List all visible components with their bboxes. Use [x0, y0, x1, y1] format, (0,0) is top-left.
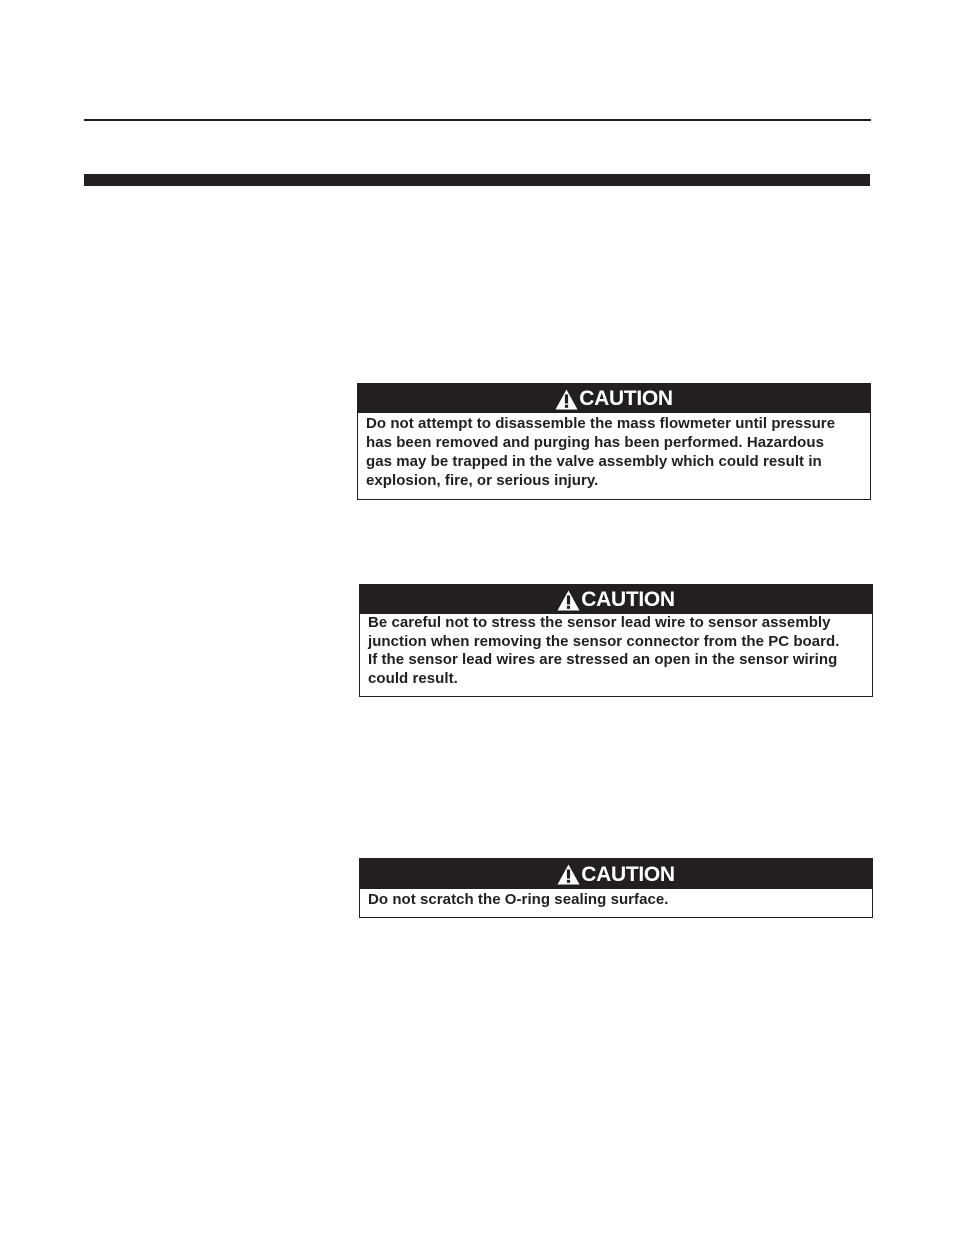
caution-title: CAUTION	[579, 387, 673, 410]
caution-box-sensor-lead	[359, 584, 873, 697]
caution-text	[358, 413, 870, 490]
header-rule	[84, 119, 871, 121]
caution-title: CAUTION	[581, 588, 675, 611]
caution-header	[360, 585, 872, 614]
warning-triangle-icon	[557, 864, 580, 885]
caution-header	[360, 859, 872, 889]
caution-header	[358, 384, 870, 413]
caution-box-o-ring	[359, 858, 873, 918]
warning-triangle-icon	[557, 590, 580, 611]
caution-line: Be careful not to stress the sensor lead wire to sensor assembly	[368, 614, 831, 631]
caution-line: has been removed and purging has been performed. Hazardous	[366, 434, 824, 451]
caution-line: If the sensor lead wires are stressed an open in the sensor wiring	[368, 651, 838, 669]
caution-title: CAUTION	[581, 862, 675, 886]
caution-line: Do not scratch the O-ring sealing surface.	[368, 891, 669, 908]
caution-text	[360, 889, 872, 909]
caution-line: junction when removing the sensor connector from the PC board.	[368, 632, 840, 650]
caution-line: explosion, fire, or serious injury.	[366, 472, 599, 489]
caution-line: could result.	[368, 670, 458, 688]
caution-line: Do not attempt to disassemble the mass flowmeter until pressure	[366, 415, 836, 432]
warning-triangle-icon	[555, 389, 578, 410]
caution-box-disassembly	[357, 383, 871, 500]
caution-line: gas may be trapped in the valve assembly which could result in	[366, 453, 822, 470]
section-heading-bar	[84, 174, 870, 186]
caution-text	[360, 614, 872, 689]
